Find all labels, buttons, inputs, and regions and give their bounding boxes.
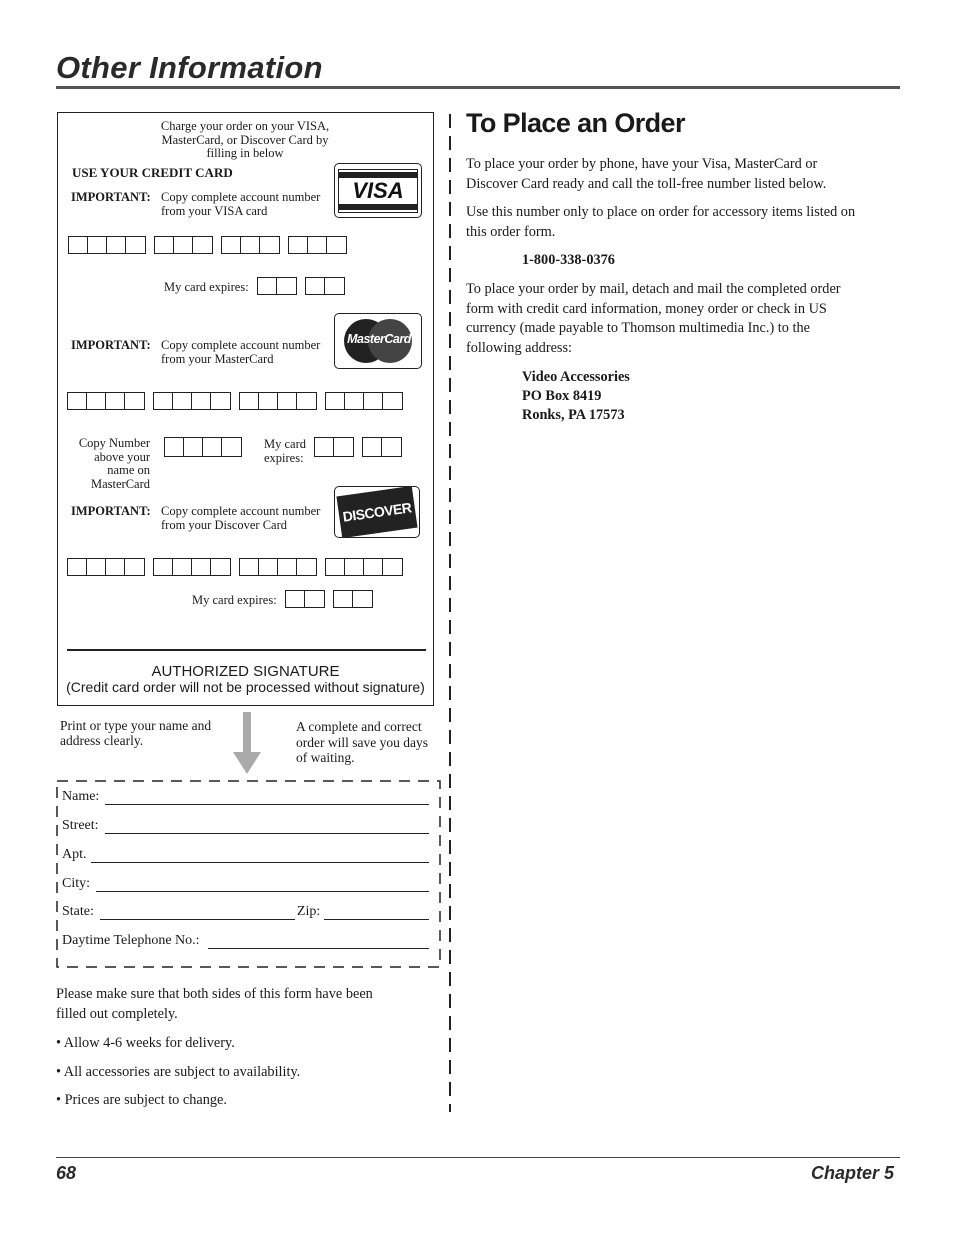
name-field-row[interactable] — [62, 789, 429, 805]
state-zip-field-row[interactable] — [62, 904, 429, 920]
footer-rule — [56, 1157, 900, 1158]
mastercard-number-boxes[interactable] — [67, 392, 403, 410]
mastercard-expiry-year[interactable] — [362, 437, 402, 457]
mastercard-digit-group[interactable] — [239, 392, 317, 410]
discover-instruction: Copy complete account number from your Discover Card — [161, 504, 321, 532]
signature-note: (Credit card order will not be processed without signature) — [66, 679, 425, 695]
visa-logo — [334, 163, 422, 218]
signature-line[interactable] — [67, 649, 426, 651]
mastercard-name-digit-group[interactable] — [164, 437, 242, 457]
visa-important-label: IMPORTANT: — [71, 190, 151, 204]
down-arrow-icon — [233, 712, 261, 774]
chapter-label: Chapter 5 — [810, 1163, 894, 1183]
mailing-address-line-1: Video Accessories — [522, 369, 630, 385]
discover-expiry-month[interactable] — [285, 590, 325, 608]
column-dashed-divider — [448, 114, 452, 1112]
mastercard-name-number-boxes[interactable] — [164, 437, 242, 457]
visa-digit-group[interactable] — [221, 236, 280, 254]
visa-expiry-boxes[interactable] — [257, 277, 345, 295]
city-field-line[interactable] — [96, 877, 429, 892]
discover-expiry-year[interactable] — [333, 590, 373, 608]
card-intro-text: Charge your order on your VISA, MasterCard, or Discover Card by filling in below — [160, 119, 330, 160]
city-field-row[interactable] — [62, 876, 429, 892]
apt-field-row[interactable] — [62, 847, 429, 863]
order-phone-paragraph: To place your order by phone, have your Visa, MasterCard or Discover Card ready and call the toll-free number listed below. — [466, 156, 827, 192]
visa-expiry-month[interactable] — [257, 277, 297, 295]
mastercard-copy-number-label: Copy Number above your name on MasterCard — [78, 436, 150, 491]
visa-digit-group[interactable] — [68, 236, 146, 254]
discover-expires-label: My card expires: — [192, 593, 277, 607]
order-section-title: To Place an Order — [466, 108, 685, 138]
mastercard-expires-label: My card expires: — [264, 437, 306, 465]
complete-order-note: A complete and correct order will save you days of waiting. — [296, 719, 428, 765]
name-field-line[interactable] — [105, 790, 429, 805]
discover-expiry-boxes[interactable] — [285, 590, 373, 608]
phone-field-line[interactable] — [208, 934, 429, 949]
mailing-address-line-3: Ronks, PA 17573 — [522, 407, 625, 423]
apt-field-label: Apt. — [62, 847, 87, 862]
street-field-label: Street: — [62, 818, 99, 833]
order-number-usage-paragraph: Use this number only to place on order for accessory items listed on this order form. — [466, 204, 856, 240]
bullet-prices: • Prices are subject to change. — [56, 1092, 227, 1108]
page-number: 68 — [56, 1163, 77, 1183]
order-mail-paragraph: To place your order by mail, detach and mail the completed order form with credit card information, money order or check in US currency (made payable to Thomson multimedia Inc.) to the following address: — [466, 281, 841, 356]
visa-digit-group[interactable] — [154, 236, 213, 254]
zip-field-line[interactable] — [324, 905, 429, 920]
discover-logo — [334, 486, 420, 538]
mastercard-digit-group[interactable] — [153, 392, 231, 410]
city-field-label: City: — [62, 876, 91, 891]
visa-logo-text: VISA — [352, 177, 404, 203]
discover-logo-text: DISCOVER — [341, 499, 413, 525]
order-phone-number[interactable]: 1-800-338-0376 — [522, 252, 615, 268]
visa-instruction: Copy complete account number from your VISA card — [161, 190, 321, 218]
bullet-delivery: • Allow 4-6 weeks for delivery. — [56, 1035, 235, 1051]
discover-digit-group[interactable] — [239, 558, 317, 576]
visa-number-boxes[interactable] — [68, 236, 347, 254]
discover-digit-group[interactable] — [67, 558, 145, 576]
state-field-line[interactable] — [100, 905, 295, 920]
mastercard-digit-group[interactable] — [325, 392, 403, 410]
street-field-row[interactable] — [62, 818, 429, 834]
visa-digit-group[interactable] — [288, 236, 347, 254]
discover-digit-group[interactable] — [325, 558, 403, 576]
mastercard-expiry-month[interactable] — [314, 437, 354, 457]
street-field-line[interactable] — [105, 819, 429, 834]
state-field-label: State: — [62, 904, 94, 919]
both-sides-note: Please make sure that both sides of this form have been filled out completely. — [56, 986, 373, 1022]
mastercard-logo-text: MasterCard — [347, 332, 411, 346]
visa-expiry-year[interactable] — [305, 277, 345, 295]
name-field-label: Name: — [62, 789, 100, 804]
discover-important-label: IMPORTANT: — [71, 504, 151, 518]
discover-number-boxes[interactable] — [67, 558, 403, 576]
mastercard-important-label: IMPORTANT: — [71, 338, 151, 352]
mailing-address-line-2: PO Box 8419 — [522, 388, 602, 404]
credit-card-heading: USE YOUR CREDIT CARD — [72, 165, 233, 180]
mastercard-logo — [334, 313, 422, 369]
phone-field-row[interactable] — [62, 933, 429, 949]
visa-expires-label: My card expires: — [164, 280, 249, 294]
signature-label: AUTHORIZED SIGNATURE — [151, 663, 340, 680]
zip-field-label: Zip: — [296, 904, 321, 919]
apt-field-line[interactable] — [91, 848, 430, 863]
title-rule — [56, 86, 900, 89]
phone-field-label: Daytime Telephone No.: — [62, 933, 200, 948]
print-clearly-note: Print or type your name and address clearly. — [60, 718, 212, 748]
bullet-availability: • All accessories are subject to availability. — [56, 1064, 301, 1080]
discover-digit-group[interactable] — [153, 558, 231, 576]
mastercard-instruction: Copy complete account number from your MasterCard — [161, 338, 321, 366]
mastercard-expiry-boxes[interactable] — [314, 437, 402, 457]
mastercard-digit-group[interactable] — [67, 392, 145, 410]
page-title: Other Information — [56, 50, 323, 85]
